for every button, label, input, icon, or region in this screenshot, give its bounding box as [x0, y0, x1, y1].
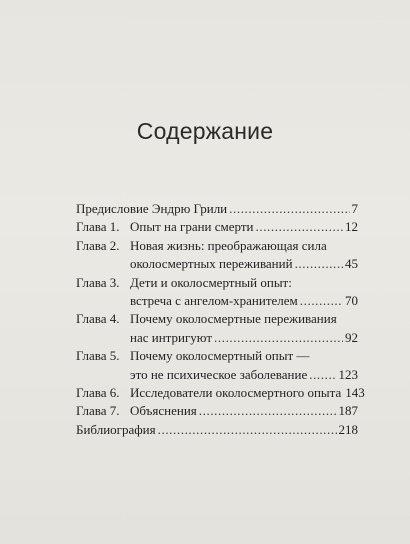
toc-entry-title-cont: околосмертных переживаний	[130, 256, 293, 272]
chapter-label: Глава 3.	[76, 274, 120, 290]
dot-leader	[309, 366, 336, 384]
toc-page-number: 92	[345, 329, 358, 345]
toc-entry-chapter-5	[76, 347, 358, 365]
dot-leader	[199, 402, 337, 420]
toc-page-number: 143	[345, 384, 365, 400]
toc-entry-chapter-6	[76, 384, 365, 402]
toc-entry-preface	[76, 200, 358, 218]
chapter-label: Глава 5.	[76, 348, 120, 364]
toc-row	[76, 200, 358, 218]
page-title: Содержание	[136, 118, 274, 144]
toc-entry-title: Опыт на грани смерти	[130, 219, 254, 235]
toc-page-number: 70	[345, 292, 358, 308]
toc-entry-title: Библиография	[76, 421, 156, 437]
toc-entry-chapter-5-cont	[76, 366, 358, 384]
toc-entry-chapter-2	[76, 237, 358, 255]
toc-entry-title: Почему околосмертные переживания	[130, 311, 337, 327]
chapter-label: Глава 4.	[76, 311, 120, 327]
toc-row	[130, 255, 358, 273]
toc-entry-bibliography	[76, 421, 358, 439]
toc-entry-title: Объяснения	[130, 403, 197, 419]
toc-entry-title: Исследователи околосмертного опыта	[130, 384, 342, 400]
toc-entry-title-cont: встреча с ангелом-хранителем	[130, 292, 298, 308]
dot-leader	[300, 292, 343, 310]
toc-page-number: 123	[338, 366, 358, 382]
toc-row	[76, 421, 358, 439]
toc-page-number: 45	[345, 256, 358, 272]
dot-leader	[295, 255, 343, 273]
toc-entry-chapter-7	[76, 402, 358, 420]
toc-entry-title: Новая жизнь: преображающая сила	[130, 237, 327, 253]
toc-entry-chapter-2-cont	[76, 255, 358, 273]
toc-row	[130, 402, 358, 420]
toc-entry-chapter-4-cont	[76, 329, 358, 347]
dot-leader	[256, 218, 344, 236]
toc-row	[130, 292, 358, 310]
toc-entry-chapter-4	[76, 310, 358, 328]
toc-page-number: 187	[338, 403, 358, 419]
toc-entry-title: Предисловие Эндрю Грили	[76, 201, 228, 216]
toc-entry-title-cont: нас интригуют	[130, 329, 213, 345]
chapter-label: Глава 2.	[76, 237, 120, 253]
dot-leader	[229, 200, 349, 218]
toc-entry-chapter-3-cont	[76, 292, 358, 310]
toc-page-number: 12	[345, 219, 358, 235]
toc-page-number: 218	[338, 421, 358, 437]
toc-row	[130, 218, 358, 236]
toc-entry-chapter-3	[76, 274, 358, 292]
toc-entry-title-cont: это не психическое заболевание	[130, 366, 308, 382]
chapter-label: Глава 6.	[76, 384, 120, 400]
chapter-label: Глава 1.	[76, 219, 120, 235]
toc-row	[130, 366, 358, 384]
toc-row	[130, 384, 365, 402]
toc-entry-chapter-1	[76, 218, 358, 236]
toc-entry-title: Почему околосмертный опыт —	[130, 348, 310, 364]
chapter-label: Глава 7.	[76, 403, 120, 419]
table-of-contents	[76, 200, 365, 439]
toc-page-number: 7	[351, 201, 358, 216]
toc-row	[130, 329, 358, 347]
dot-leader	[158, 421, 337, 439]
toc-entry-title: Дети и околосмертный опыт:	[130, 274, 292, 290]
dot-leader	[214, 329, 343, 347]
